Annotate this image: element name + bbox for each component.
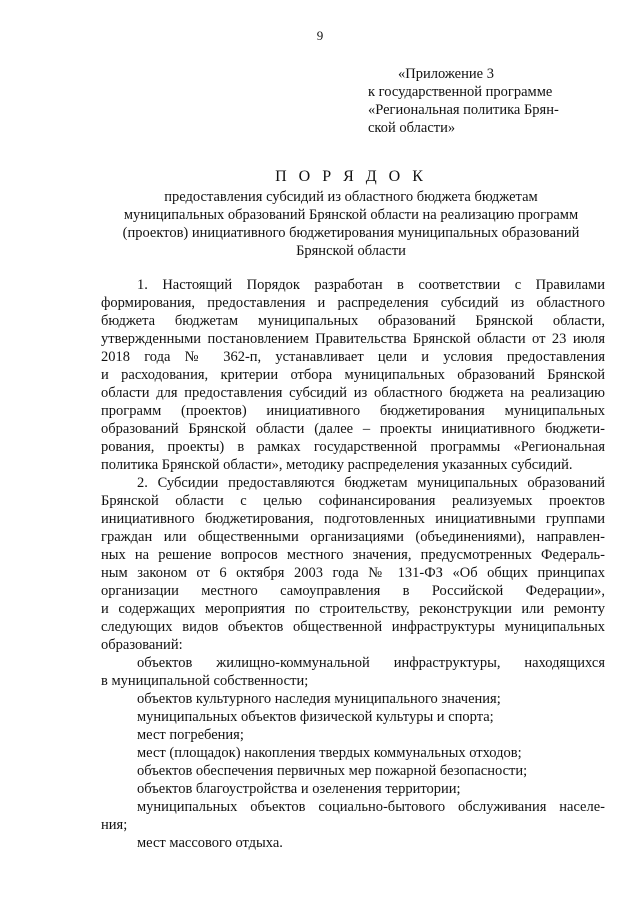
body-line: мест погребения; <box>137 727 244 743</box>
body-line: муниципальных объектов физической культуры и спорта; <box>137 709 494 725</box>
appendix-line: к государственной программе <box>368 84 553 100</box>
body-line: граждан или общественными организациями (объединениями), направлен- <box>101 529 605 545</box>
appendix-line: «Региональная политика Брян- <box>368 102 559 118</box>
body-line: 1. Настоящий Порядок разработан в соответствии с Правилами <box>137 277 605 293</box>
body-line: области для предоставления субсидий из областного бюджета на реализацию <box>101 385 605 401</box>
body-line: следующих видов объектов общественной инфраструктуры муниципальных <box>101 619 605 635</box>
body-line: объектов благоустройства и озеленения территории; <box>137 781 461 797</box>
appendix-line: ской области» <box>368 120 456 136</box>
body-line: программ (проектов) инициативного бюджетирования муниципальных <box>101 403 605 419</box>
body-line: образований Брянской области (далее – проекты инициативного бюджети- <box>101 421 605 437</box>
subtitle-line: предоставления субсидий из областного бюджета бюджетам <box>164 189 538 205</box>
body-line: мест (площадок) накопления твердых коммунальных отходов; <box>137 745 522 761</box>
body-line: образований: <box>101 637 183 653</box>
body-line: политика Брянской области», методику распределения указанных субсидий. <box>101 457 573 473</box>
body-line: в муниципальной собственности; <box>101 673 309 689</box>
body-line: и расходования, критерии отбора муниципальных образований Брянской <box>101 367 605 383</box>
body-line: рования, проекты) в рамках государственной программы «Региональная <box>101 439 605 455</box>
body-line: мест массового отдыха. <box>137 835 283 851</box>
body-line: ным законом от 6 октября 2003 года № 131-ФЗ «Об общих принципах <box>101 565 605 581</box>
body-line: формирования, предоставления и распределения субсидий из областного <box>101 295 605 311</box>
subtitle-line: муниципальных образований Брянской области на реализацию программ <box>123 207 579 223</box>
document-title: П О Р Я Д О К <box>275 168 427 185</box>
body-line: организации местного самоуправления в Российской Федерации», <box>101 583 605 599</box>
subtitle-line: Брянской области <box>296 243 406 259</box>
body-line: бюджета бюджетам муниципальных образований Брянской области, <box>101 313 605 329</box>
body-line: объектов культурного наследия муниципального значения; <box>137 691 501 707</box>
body-line: объектов обеспечения первичных мер пожарной безопасности; <box>137 763 528 779</box>
page-number: 9 <box>316 28 324 43</box>
body-line: 2. Субсидии предоставляются бюджетам муниципальных образований <box>137 475 605 491</box>
appendix-line: «Приложение 3 <box>398 66 494 82</box>
body-line: инициативного бюджетирования, подготовленных инициативными группами <box>101 511 605 527</box>
body-line: утвержденными постановлением Правительства Брянской области от 23 июля <box>101 331 605 347</box>
body-line: ных на решение вопросов местного значения, предусмотренных Федераль- <box>101 547 605 563</box>
body-line: 2018 года № 362-п, устанавливает цели и условия предоставления <box>101 349 605 365</box>
body-line: и содержащих мероприятия по строительству, реконструкции или ремонту <box>101 601 605 617</box>
body-line: муниципальных объектов социально-бытового обслуживания населе- <box>137 799 605 815</box>
subtitle-line: (проектов) инициативного бюджетирования муниципальных образований <box>122 225 580 241</box>
body-line: объектов жилищно-коммунальной инфраструктуры, находящихся <box>137 655 605 671</box>
body-line: Брянской области с целью софинансирования реализуемых проектов <box>101 493 605 509</box>
body-line: ния; <box>101 817 128 833</box>
